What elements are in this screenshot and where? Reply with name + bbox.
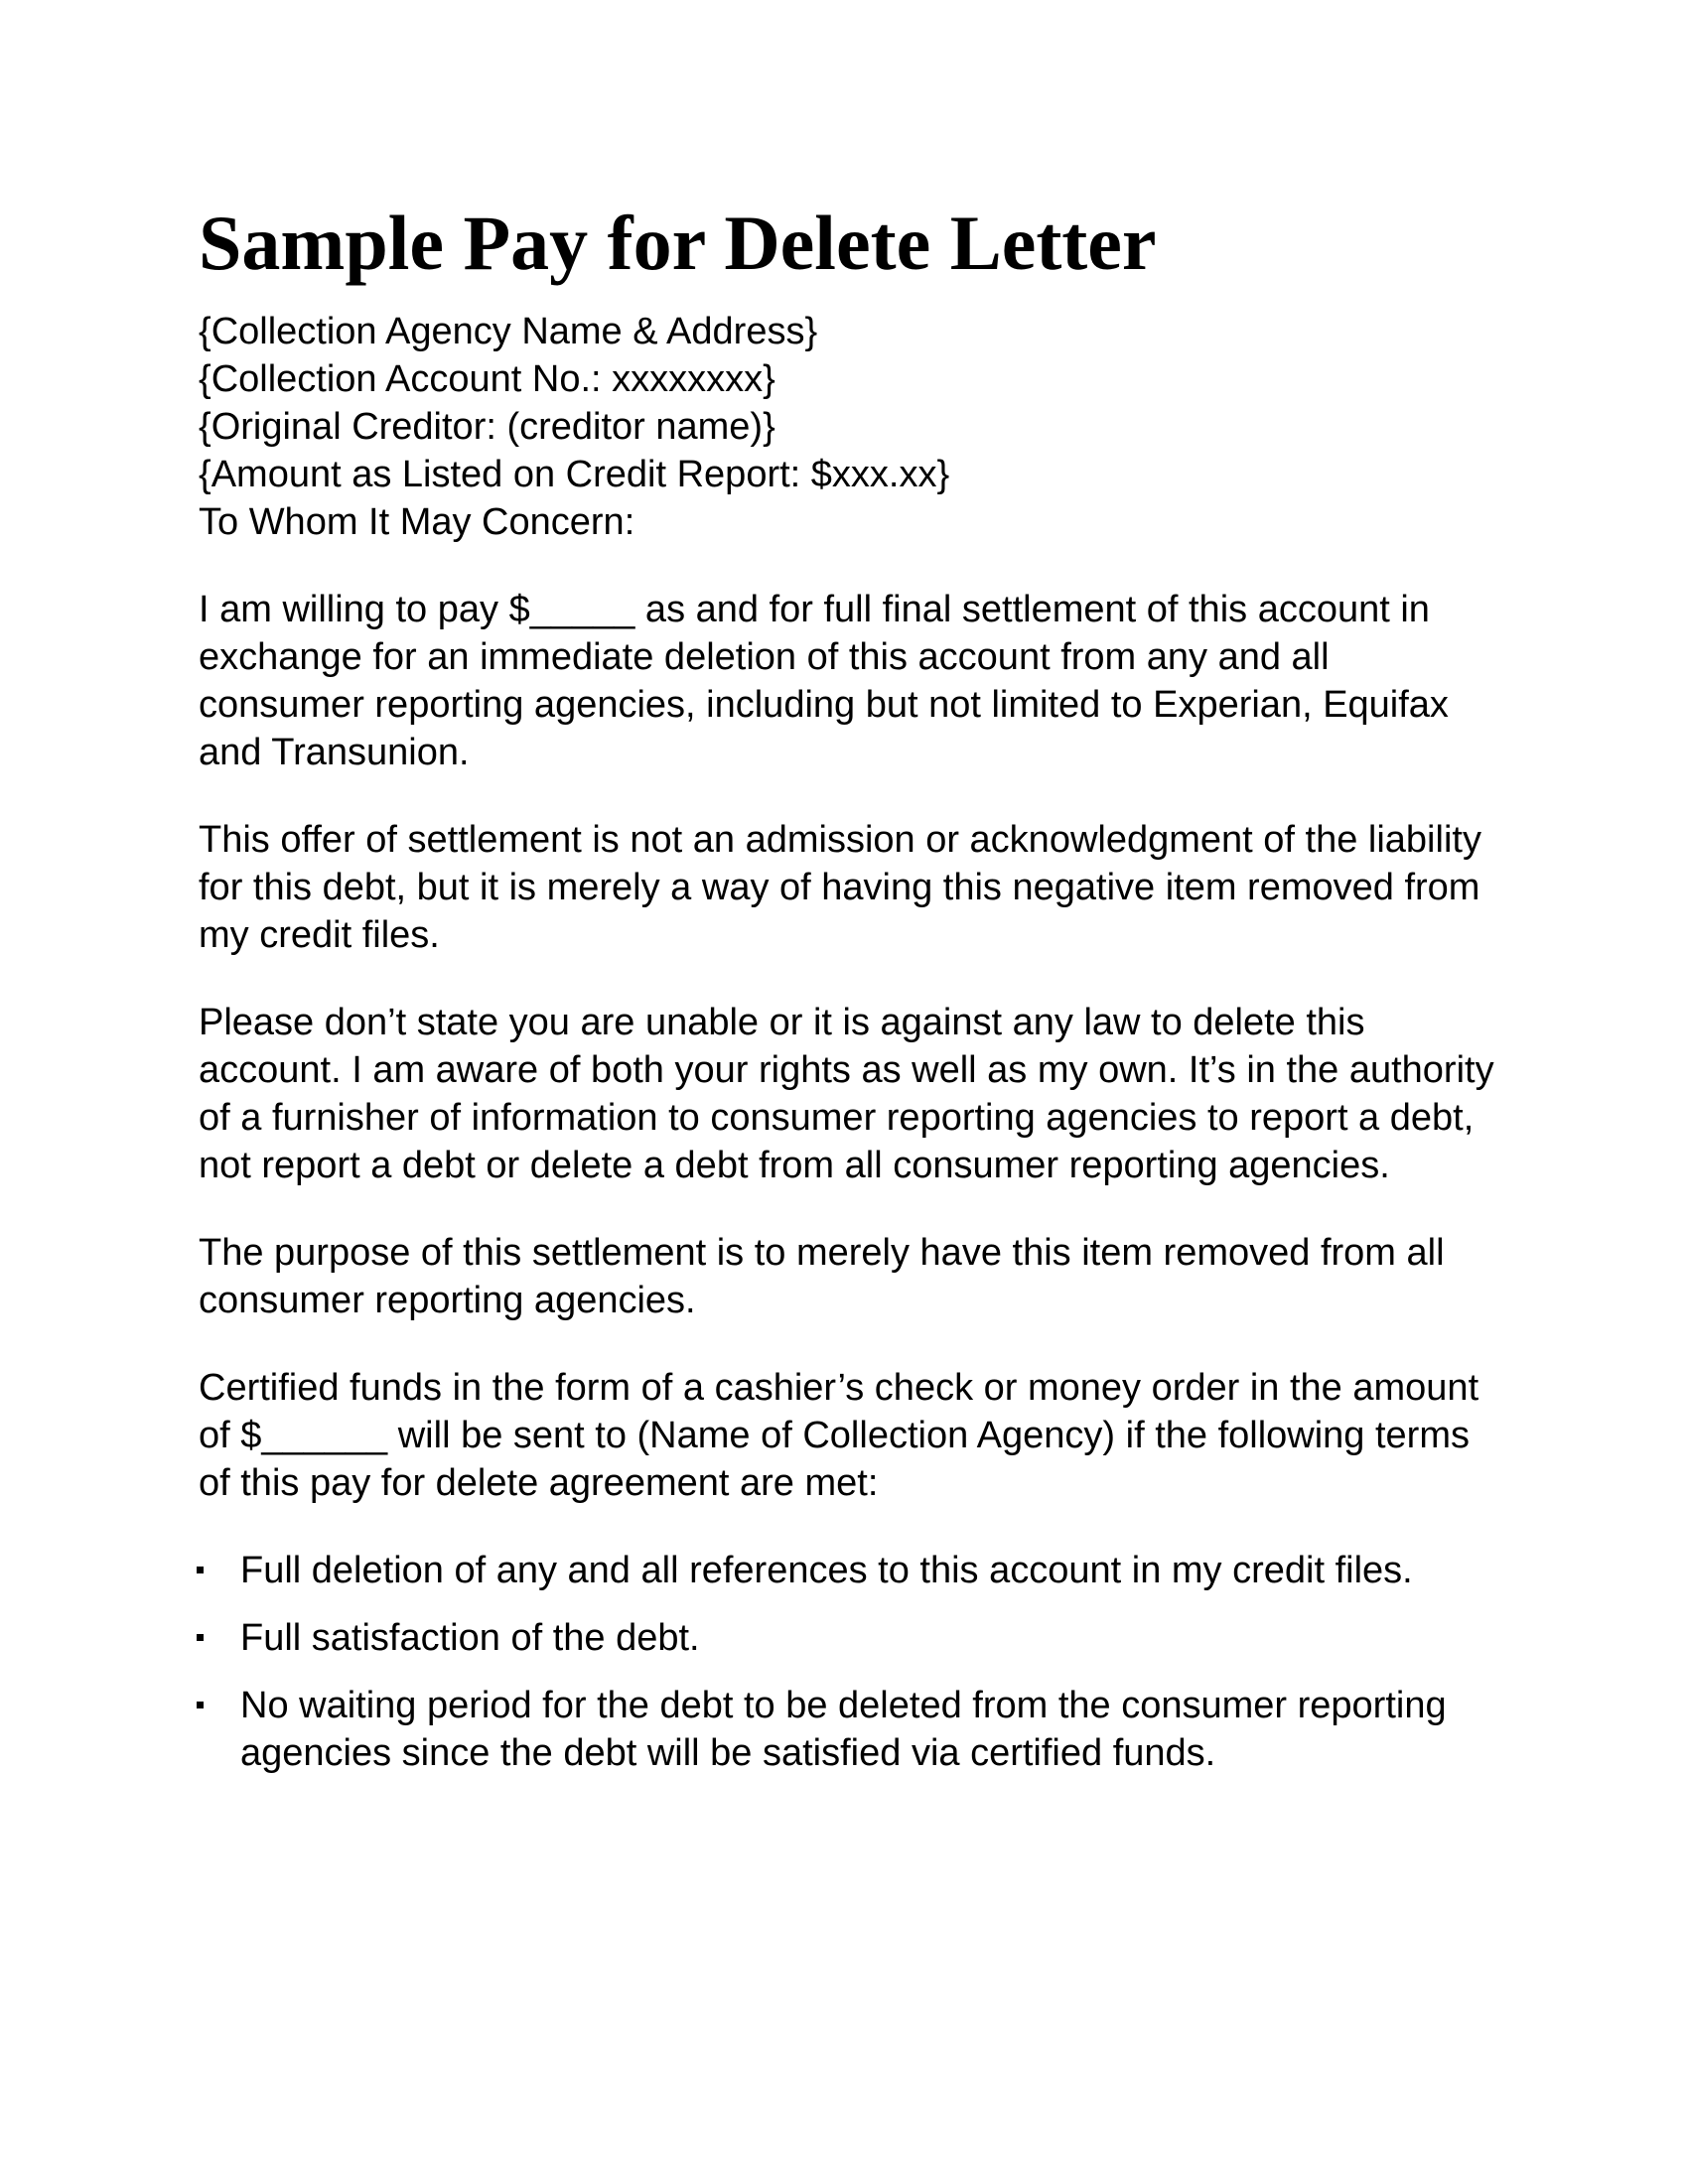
letter-header-block xyxy=(199,308,1499,546)
list-item-text: Full deletion of any and all references to this account in my credit files. xyxy=(240,1550,1413,1591)
paragraph-certified-funds: Certified funds in the form of a cashier’s check or money order in the amount of $______ will be sent to (Name of Collection Agency) if the following terms of this pay for delete agreement are met: xyxy=(199,1367,1479,1504)
letter-page xyxy=(199,199,1499,1797)
terms-list xyxy=(199,1547,1499,1777)
collection-agency-line: {Collection Agency Name & Address} xyxy=(199,311,818,352)
square-bullet-icon xyxy=(197,1634,204,1641)
list-item xyxy=(199,1614,1499,1662)
original-creditor-line: {Original Creditor: (creditor name)} xyxy=(199,406,775,448)
amount-listed-line: {Amount as Listed on Credit Report: $xxx.xx} xyxy=(199,454,950,495)
paragraph-not-admission: This offer of settlement is not an admission or acknowledgment of the liability for this debt, but it is merely a way of having this negative item removed from my credit files. xyxy=(199,819,1481,956)
account-number-line: {Collection Account No.: xxxxxxxx} xyxy=(199,358,775,400)
square-bullet-icon xyxy=(197,1702,204,1708)
paragraph-authority: Please don’t state you are unable or it is against any law to delete this account. I am aware of both your rights as well as my own. It’s in the authority of a furnisher of information to consumer reporting agencies to report a debt, not report a debt or delete a debt from all consumer reporting agencies. xyxy=(199,1002,1494,1186)
paragraph-offer: I am willing to pay $_____ as and for full final settlement of this account in exchange for an immediate deletion of this account from any and all consumer reporting agencies, including but not limited to Experian, Equifax and Transunion. xyxy=(199,589,1449,773)
letter-title: Sample Pay for Delete Letter xyxy=(199,200,1157,286)
list-item-text: No waiting period for the debt to be deleted from the consumer reporting agencies since the debt will be satisfied via certified funds. xyxy=(240,1685,1447,1774)
list-item xyxy=(199,1682,1499,1777)
paragraph-purpose: The purpose of this settlement is to merely have this item removed from all consumer reporting agencies. xyxy=(199,1232,1445,1321)
list-item xyxy=(199,1547,1499,1594)
list-item-text: Full satisfaction of the debt. xyxy=(240,1617,700,1659)
square-bullet-icon xyxy=(197,1567,204,1573)
salutation-line: To Whom It May Concern: xyxy=(199,501,635,543)
